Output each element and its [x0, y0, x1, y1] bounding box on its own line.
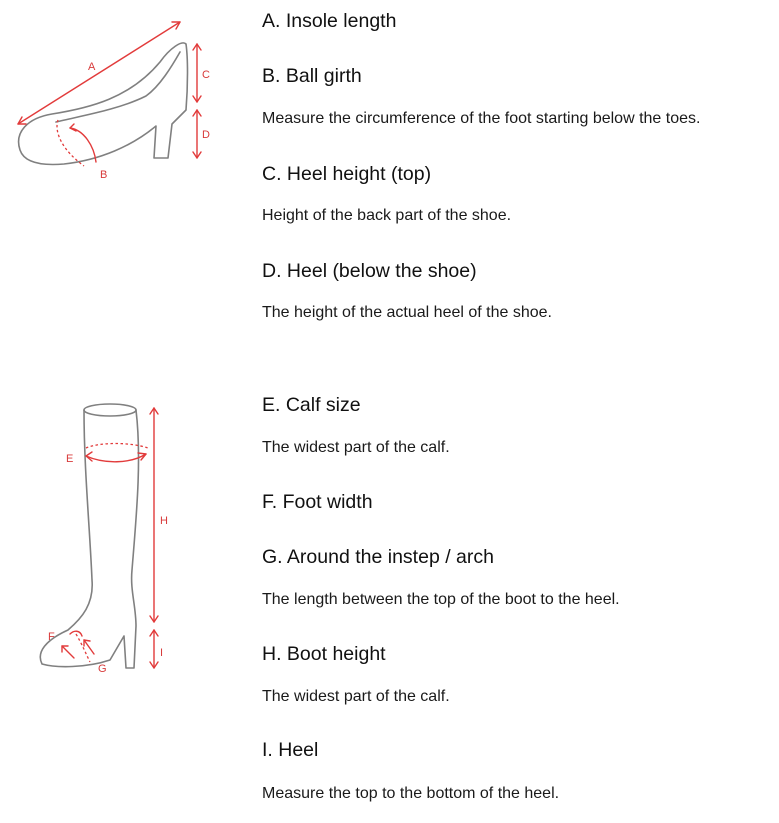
label-h: H [160, 515, 168, 527]
label-d: D [202, 129, 210, 141]
label-i: I [160, 647, 164, 659]
ball-girth-arrowhead [70, 124, 76, 131]
label-c: C [202, 69, 210, 81]
heading-instep-arch: G. Around the instep / arch [262, 546, 494, 568]
desc-heel-height-top: Height of the back part of the shoe. [262, 207, 512, 224]
desc-instep-arch: The length between the top of the boot to the heel. [262, 591, 620, 608]
label-f: F [48, 631, 55, 643]
heading-foot-width: F. Foot width [262, 491, 373, 513]
boot-top-rim [84, 404, 136, 416]
desc-heel: Measure the top to the bottom of the heel. [262, 785, 560, 802]
pump-shoe-opening [56, 52, 180, 122]
instep-dashed [76, 634, 90, 662]
pump-shoe-outline [19, 43, 188, 165]
heading-heel-height-top: C. Heel height (top) [262, 163, 432, 185]
desc-ball-girth: Measure the circumference of the foot starting below the toes. [262, 110, 701, 127]
heading-heel: I. Heel [262, 739, 319, 761]
label-e: E [66, 453, 74, 465]
label-b: B [100, 169, 108, 181]
heading-heel-below: D. Heel (below the shoe) [262, 260, 477, 282]
pump-shoe-diagram [0, 0, 240, 200]
calf-arc [86, 454, 146, 462]
heading-calf-size: E. Calf size [262, 394, 361, 416]
desc-boot-height: The widest part of the calf. [262, 688, 450, 705]
boot-outline [40, 410, 138, 668]
heading-insole-length: A. Insole length [262, 10, 397, 32]
heading-boot-height: H. Boot height [262, 643, 386, 665]
desc-heel-below: The height of the actual heel of the shoe. [262, 304, 552, 321]
label-g: G [98, 663, 107, 675]
boot-diagram [20, 390, 210, 690]
foot-width-arrow [62, 646, 74, 658]
foot-width-top-mark [70, 631, 82, 636]
insole-length-arrow [18, 22, 180, 124]
label-a: A [88, 61, 96, 73]
heading-ball-girth: B. Ball girth [262, 65, 362, 87]
desc-calf-size: The widest part of the calf. [262, 439, 450, 456]
